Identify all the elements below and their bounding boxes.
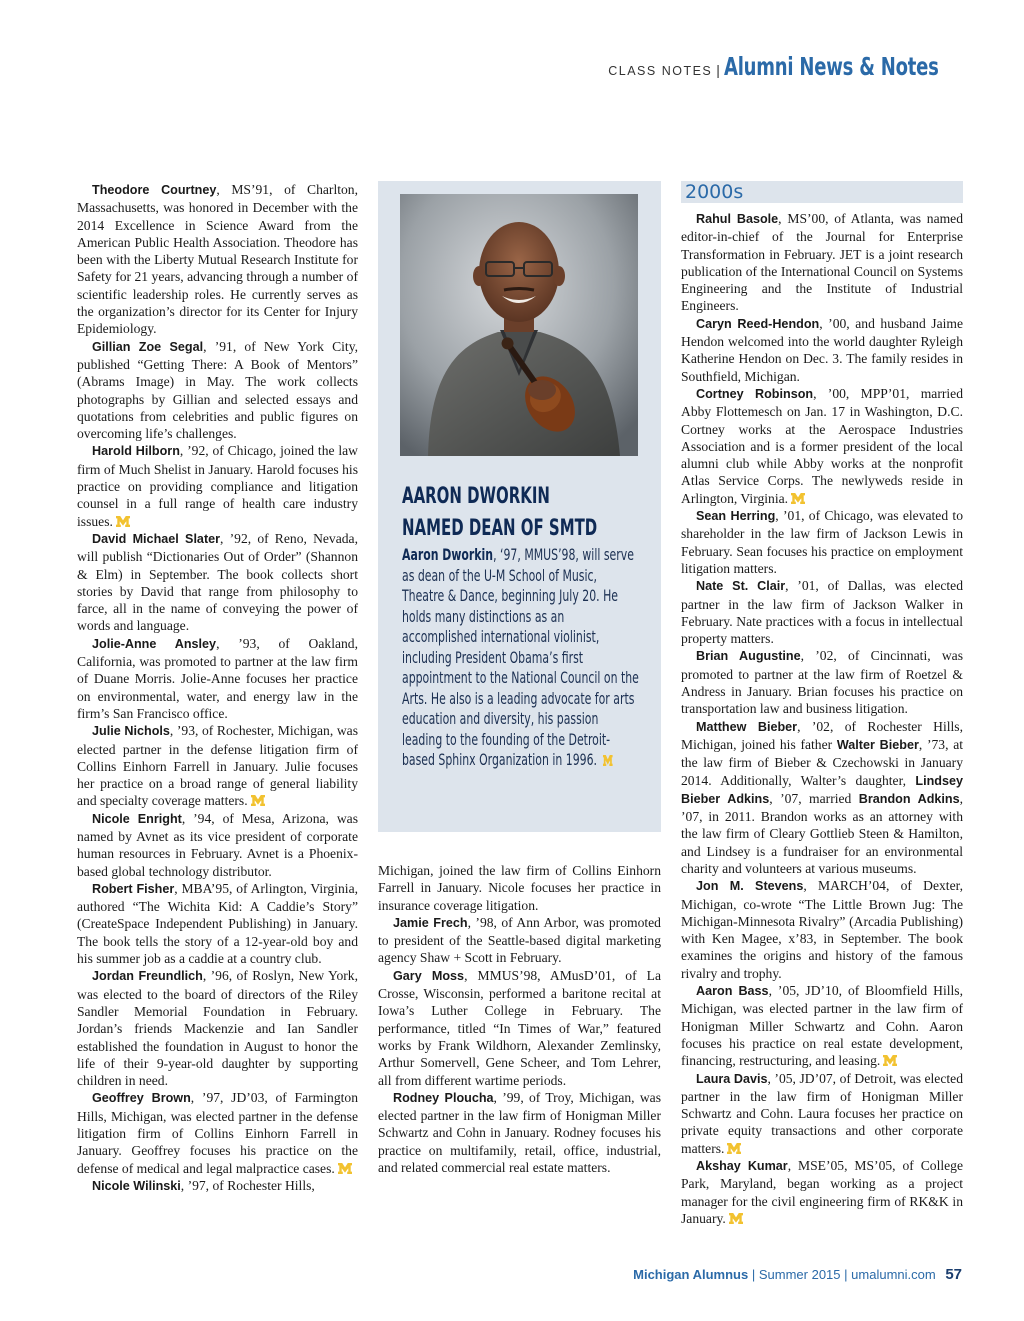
list-item	[681, 647, 963, 717]
list-item	[681, 315, 963, 385]
block-m-icon	[791, 493, 805, 504]
class-notes-column-1	[77, 181, 358, 1195]
list-item	[77, 635, 358, 722]
entry-text: , ’94, of Mesa, Arizona, was named by Avnet as its vice president of corporate human resources in February. Avnet is a Phoenix-based global technology distributor.	[77, 810, 358, 879]
feature-body: Aaron Dworkin, ‘97, MMUS’98, will serve as dean of the U-M School of Music, Theatre & Dance, beginning July 20. He holds many distinctions as an accomplished international violinist, including President Obama’s first appointment to the National Council on the Arts. He also is a leading advocate for arts education and diversity, his passion leading to the founding of the Detroit-based Sphinx Organization in 1996.	[402, 546, 639, 769]
entry-text: , ’93, of Rochester, Michigan, was elected partner in the defense litigation firm of Collins Einhorn Farrell in January. Julie focuses her practice on a broad range of general liability and specialty coverage matters.	[77, 723, 358, 809]
list-item	[77, 967, 358, 1089]
entry-text: , ’00, and husband Jaime Hendon welcomed into the world daughter Ryleigh Katherine Hendon on Dec. 3. The family resides in Southfield, Michigan.	[681, 315, 963, 384]
alumni-name: Robert Fisher	[92, 881, 175, 896]
entry-text: , ’97, JD’03, of Farmington Hills, Michigan, was elected partner in the defense litigation firm of Collins Einhorn Farrell in January. Geoffrey focuses his practice on the defense of medical and legal malpractice cases.	[77, 1090, 358, 1176]
alumni-name: Nicole Enright	[92, 811, 182, 826]
alumni-name: Brian Augustine	[696, 649, 801, 664]
list-item	[378, 967, 661, 1089]
list-item	[77, 722, 358, 809]
alumni-name: Jordan Freundlich	[92, 969, 203, 984]
block-m-icon	[729, 1213, 743, 1224]
entry-text: , MS’91, of Charlton, Massachusetts, was honored in December with the 2014 Excellence in Science Award from the American Public Health Association. Theodore has been with the Liberty Mutual Research Institute for Safety for 21 years, advancing through a number of scientific leadership roles. He currently serves as the organization’s director for its Center for Injury Epidemiology.	[77, 182, 358, 337]
alumni-name: Akshay Kumar	[696, 1159, 788, 1174]
list-item	[681, 577, 963, 647]
class-notes-column-2	[378, 862, 661, 1176]
entry-text: , ’01, of Dallas, was elected partner in the law firm of Jackson Walker in February. Nate practices with a focus in intellectual property matters.	[681, 578, 963, 647]
alumni-name: Theodore Courtney	[92, 183, 217, 197]
alumni-name: Cortney Robinson	[696, 386, 814, 401]
list-item	[681, 982, 963, 1069]
entry-text: , ’92, of Chicago, joined the law firm of Much Shelist in January. Harold focuses his practice on providing compliance and litigation counsel in a full range of health care industry issues.	[77, 443, 358, 529]
section-label: CLASS NOTES	[608, 64, 713, 78]
header-separator: |	[716, 62, 720, 78]
block-m-icon	[603, 755, 613, 766]
entry-text: , ’93, of Oakland, California, was promoted to partner at the law firm of Duane Morris. Jolie-Anne focuses her practice on environmental, water, and energy law in the firm’s San Francisco office.	[77, 635, 358, 721]
alumni-name: Nicole Wilinski	[92, 1178, 181, 1193]
alumni-name: Jamie Frech	[393, 915, 468, 930]
list-item	[77, 181, 358, 338]
alumni-name: Brandon Adkins	[858, 791, 960, 806]
list-item	[681, 877, 963, 982]
alumni-name: Jolie-Anne Ansley	[92, 636, 217, 651]
list-item	[77, 530, 358, 635]
list-item	[77, 1089, 358, 1176]
alumni-name: Walter Bieber	[836, 737, 919, 752]
alumni-name: Harold Hilborn	[92, 444, 180, 459]
entry-text: , ’92, of Reno, Nevada, will publish “Dictionaries Out of Order” (Shannon & Elm) in September. The book collects short stories by David that range from philosophy to farce, all in the name of conveying the power of words and language.	[77, 530, 358, 634]
alumni-name: Laura Davis	[696, 1071, 768, 1086]
continued-entry: Michigan, joined the law firm of Collins Einhorn Farrell in January. Nicole focuses her practice in insurance coverage litigation.	[378, 863, 661, 913]
alumni-name: Caryn Reed-Hendon	[696, 316, 820, 331]
list-item	[77, 810, 358, 880]
alumni-name: Rahul Basole	[696, 212, 779, 226]
website-link[interactable]: umalumni.com	[851, 1267, 936, 1282]
block-m-icon	[251, 795, 265, 806]
list-item	[77, 442, 358, 529]
featured-person-name: Aaron Dworkin	[402, 546, 494, 564]
entry-text: , ’97, of Rochester Hills,	[180, 1177, 315, 1193]
entry-text: , MBA’95, of Arlington, Virginia, authored “The Wichita Kid: A Caddie’s Story” (CreateSpace Independent Publishing) in January. The book tells the story of a 12-year-old boy and his summer job as a caddie at a country club.	[77, 880, 359, 967]
portrait-photo	[400, 194, 638, 456]
alumni-name: Rodney Ploucha	[393, 1090, 494, 1105]
entry-text: , ’05, JD’07, of Detroit, was elected partner in the law firm of Honigman Miller Schwartz and Cohn. Laura focuses her practice on private equity transactions and other corporate matters.	[681, 1070, 963, 1156]
alumni-name: Matthew Bieber	[696, 719, 798, 734]
list-item	[681, 1070, 963, 1157]
entry-text: , MS’00, of Atlanta, was named editor-in-chief of the Journal for Enterprise Transformation in February. JET is a joint research publication of the International Council on Systems Engineering and the Institute of Industrial Engineers.	[681, 211, 964, 314]
list-item	[378, 914, 661, 967]
list-item	[77, 880, 358, 967]
list-item	[681, 385, 963, 507]
alumni-name: Julie Nichols	[92, 724, 170, 739]
magazine-name: Michigan Alumnus	[633, 1267, 749, 1282]
alumni-name: Nate St. Clair	[696, 579, 786, 594]
class-notes-column-3	[681, 181, 963, 1227]
list-item	[77, 338, 358, 443]
entry-text: , MARCH’04, of Dexter, Michigan, co-wrote “The Little Brown Jug: The Michigan-Minnesota Rivalry” (Arcadia Publishing) with Ken Magee, x’83, in September. The book examines the origins and history of the famous rivalry and trophy.	[681, 878, 963, 981]
alumni-name: Aaron Bass	[696, 984, 769, 999]
issue-date: Summer 2015	[758, 1267, 841, 1282]
entry-text: , ’00, MPP’01, married Abby Flottemesch on Jan. 17 in Washington, D.C. Cortney works at the Aerospace Industries Association and is a former president of the local alumni club while Abby works at the nonprofit Atlas Service Corps. The newlyweds reside in Arlington, Virginia.	[681, 385, 963, 506]
feature-headline: AARON DWORKIN NAMED DEAN OF SMTD	[402, 484, 598, 541]
list-item	[378, 1089, 661, 1176]
alumni-name: Sean Herring	[696, 509, 776, 524]
alumni-name: Lindsey Bieber Adkins	[681, 773, 963, 806]
block-m-icon	[116, 516, 130, 527]
list-item: Matthew Bieber, ’02, of Rochester Hills, Michigan, joined his father Walter Bieber, ’73, at the law firm of Bieber & Czechowski in January 2014. Additionally, Walter’s daughter, Lindsey Bieber Adkins, ’07, married Brandon Adkins, ’07, in 2011. Brandon works as an attorney with the law firm of Cleary Gottlieb Steen & Hamilton, and Lindsey is a fundraiser for an environmental charity and volunteers at various museums.	[681, 718, 964, 876]
entry-text: , ’99, of Troy, Michigan, was elected partner in the law firm of Honigman Miller Schwartz and Cohn in January. Rodney focuses his practice on multifamily, retail, office, industrial, and related commercial real estate matters.	[378, 1089, 661, 1176]
entry-text: , MSE’05, MS’05, of College Park, Maryland, began working as a project manager for the civil engineering firm of RK&K in January.	[681, 1158, 964, 1226]
block-m-icon	[338, 1163, 352, 1174]
entry-text: , ’05, JD’10, of Bloomfield Hills, Michigan, was elected partner in the law firm of Honigman Miller Schwartz and Cohn. Aaron focuses his practice on real estate development, financing, restructuring, and leasing.	[681, 983, 963, 1069]
entry-text: , ’02, of Cincinnati, was promoted to partner at the law firm of Roetzel & Andress in January. Brian focuses his practice on transportation law and business litigation.	[681, 648, 963, 717]
decade-section-header: 2000s	[681, 181, 963, 203]
alumni-name: Jon M. Stevens	[696, 879, 804, 894]
page-footer: Michigan Alumnus | Summer 2015 | umalumni.com 57	[633, 1266, 962, 1283]
alumni-name: Gillian Zoe Segal	[92, 339, 204, 354]
entry-text: , ’91, of New York City, published “Getting There: A Book of Mentors” (Abrams Image) in May. The work collects photographs by Gillian and selected essays and quotations from celebrities and public figures on overcoming life’s challenges.	[77, 338, 359, 442]
alumni-name: Geoffrey Brown	[92, 1091, 191, 1106]
entry-text: , ’98, of Ann Arbor, was promoted to president of the Seattle-based digital marketing agency Shaw + Scott in February.	[378, 914, 661, 966]
block-m-icon	[727, 1143, 741, 1154]
list-item	[681, 210, 963, 315]
alumni-name: Gary Moss	[393, 968, 465, 983]
block-m-icon	[883, 1055, 897, 1066]
entry-text: , ’01, of Chicago, was elevated to shareholder in the law firm of Jackson Lewis in February. Sean focuses his practice on employment litigation matters.	[681, 508, 964, 576]
list-item	[681, 1157, 963, 1227]
alumni-name: David Michael Slater	[92, 531, 221, 546]
page-header	[608, 52, 956, 81]
list-item	[681, 507, 963, 577]
dworkin-feature-sidebar	[378, 181, 661, 832]
entry-text: , MMUS’98, AMusD’01, of La Crosse, Wisconsin, performed a baritone recital at Iowa’s Luther College in February. The performance, titled “In Times of War,” featured works by Frank Wildhorn, Alexander Zemlinsky, Arthur Somervell, Gene Scheer, and Tom Lehrer, all from different wartime periods.	[378, 967, 661, 1088]
page-number: 57	[945, 1266, 962, 1283]
entry-text: , ’96, of Roslyn, New York, was elected to the board of directors of the Riley Sandler Memorial Foundation in February. Jordan’s friends Mackenzie and Ian Sandler established the foundation in August to honor the life of their 9-year-old daughter by supporting children in need.	[77, 968, 359, 1089]
page-title: Alumni News & Notes	[723, 52, 939, 81]
list-item	[77, 1177, 358, 1195]
